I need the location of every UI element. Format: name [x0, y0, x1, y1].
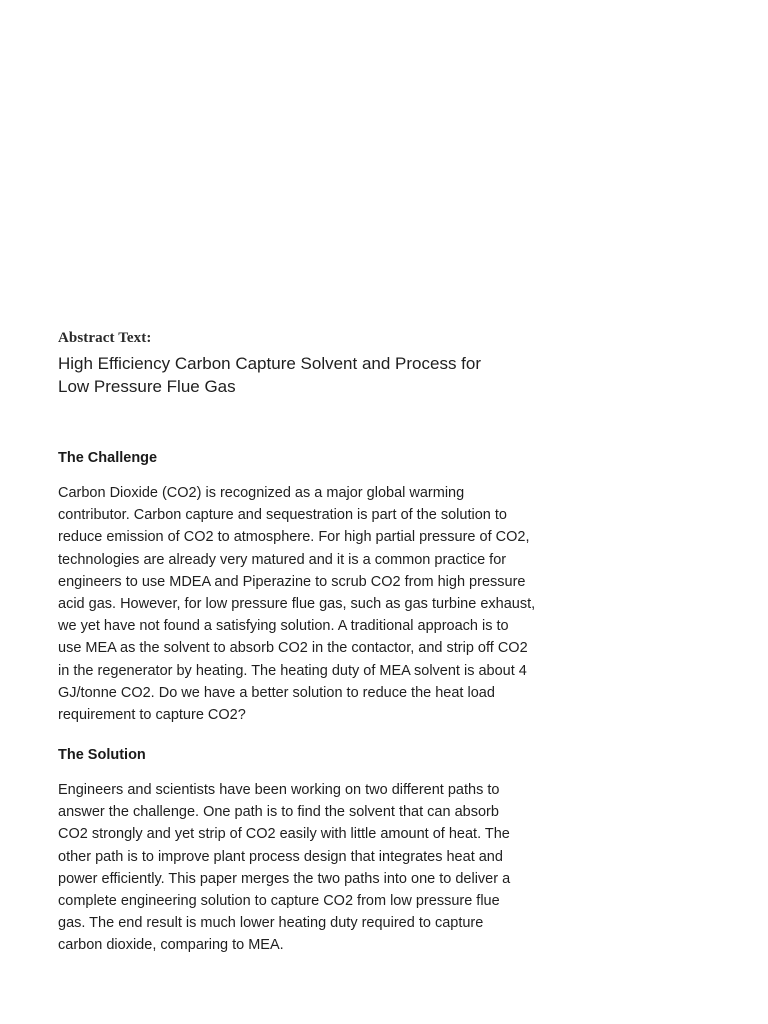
- challenge-heading: The Challenge: [58, 450, 158, 466]
- paragraph-line: technologies are already very matured and it is a common practice for: [58, 551, 507, 568]
- paragraph-line: engineers to use MDEA and Piperazine to scrub CO2 from high pressure: [58, 573, 526, 590]
- paragraph-line: reduce emission of CO2 to atmosphere. For high partial pressure of CO2,: [58, 529, 530, 546]
- abstract-label: Abstract Text:: [58, 330, 152, 346]
- paragraph-line: we yet have not found a satisfying solution. A traditional approach is to: [58, 618, 509, 635]
- abstract-title-line: High Efficiency Carbon Capture Solvent and Process for: [58, 354, 482, 373]
- solution-paragraph: [58, 779, 598, 957]
- paragraph-line: CO2 strongly and yet strip of CO2 easily with little amount of heat. The: [58, 826, 510, 843]
- paragraph-line: carbon dioxide, comparing to MEA.: [58, 937, 284, 954]
- paragraph-line: gas. The end result is much lower heating duty required to capture: [58, 915, 484, 932]
- paragraph-line: Carbon Dioxide (CO2) is recognized as a major global warming: [58, 485, 465, 501]
- paragraph-line: use MEA as the solvent to absorb CO2 in the contactor, and strip off CO2: [58, 640, 528, 657]
- paragraph-line: contributor. Carbon capture and sequestration is part of the solution to: [58, 507, 507, 524]
- paragraph-line: other path is to improve plant process design that integrates heat and: [58, 848, 503, 865]
- paragraph-line: answer the challenge. One path is to find the solvent that can absorb: [58, 804, 499, 821]
- paragraph-line: in the regenerator by heating. The heating duty of MEA solvent is about 4: [58, 662, 527, 679]
- paragraph-line: requirement to capture CO2?: [58, 707, 246, 724]
- paragraph-line: acid gas. However, for low pressure flue gas, such as gas turbine exhaust,: [58, 596, 536, 613]
- paragraph-line: GJ/tonne CO2. Do we have a better solution to reduce the heat load: [58, 684, 495, 701]
- abstract-title: [58, 352, 578, 398]
- abstract-title-line: Low Pressure Flue Gas: [58, 377, 236, 396]
- solution-heading: The Solution: [58, 747, 146, 763]
- paragraph-line: complete engineering solution to capture CO2 from low pressure flue: [58, 893, 500, 910]
- paragraph-line: power efficiently. This paper merges the two paths into one to deliver a: [58, 870, 511, 887]
- challenge-paragraph: [58, 482, 598, 726]
- paragraph-line: Engineers and scientists have been working on two different paths to: [58, 782, 500, 798]
